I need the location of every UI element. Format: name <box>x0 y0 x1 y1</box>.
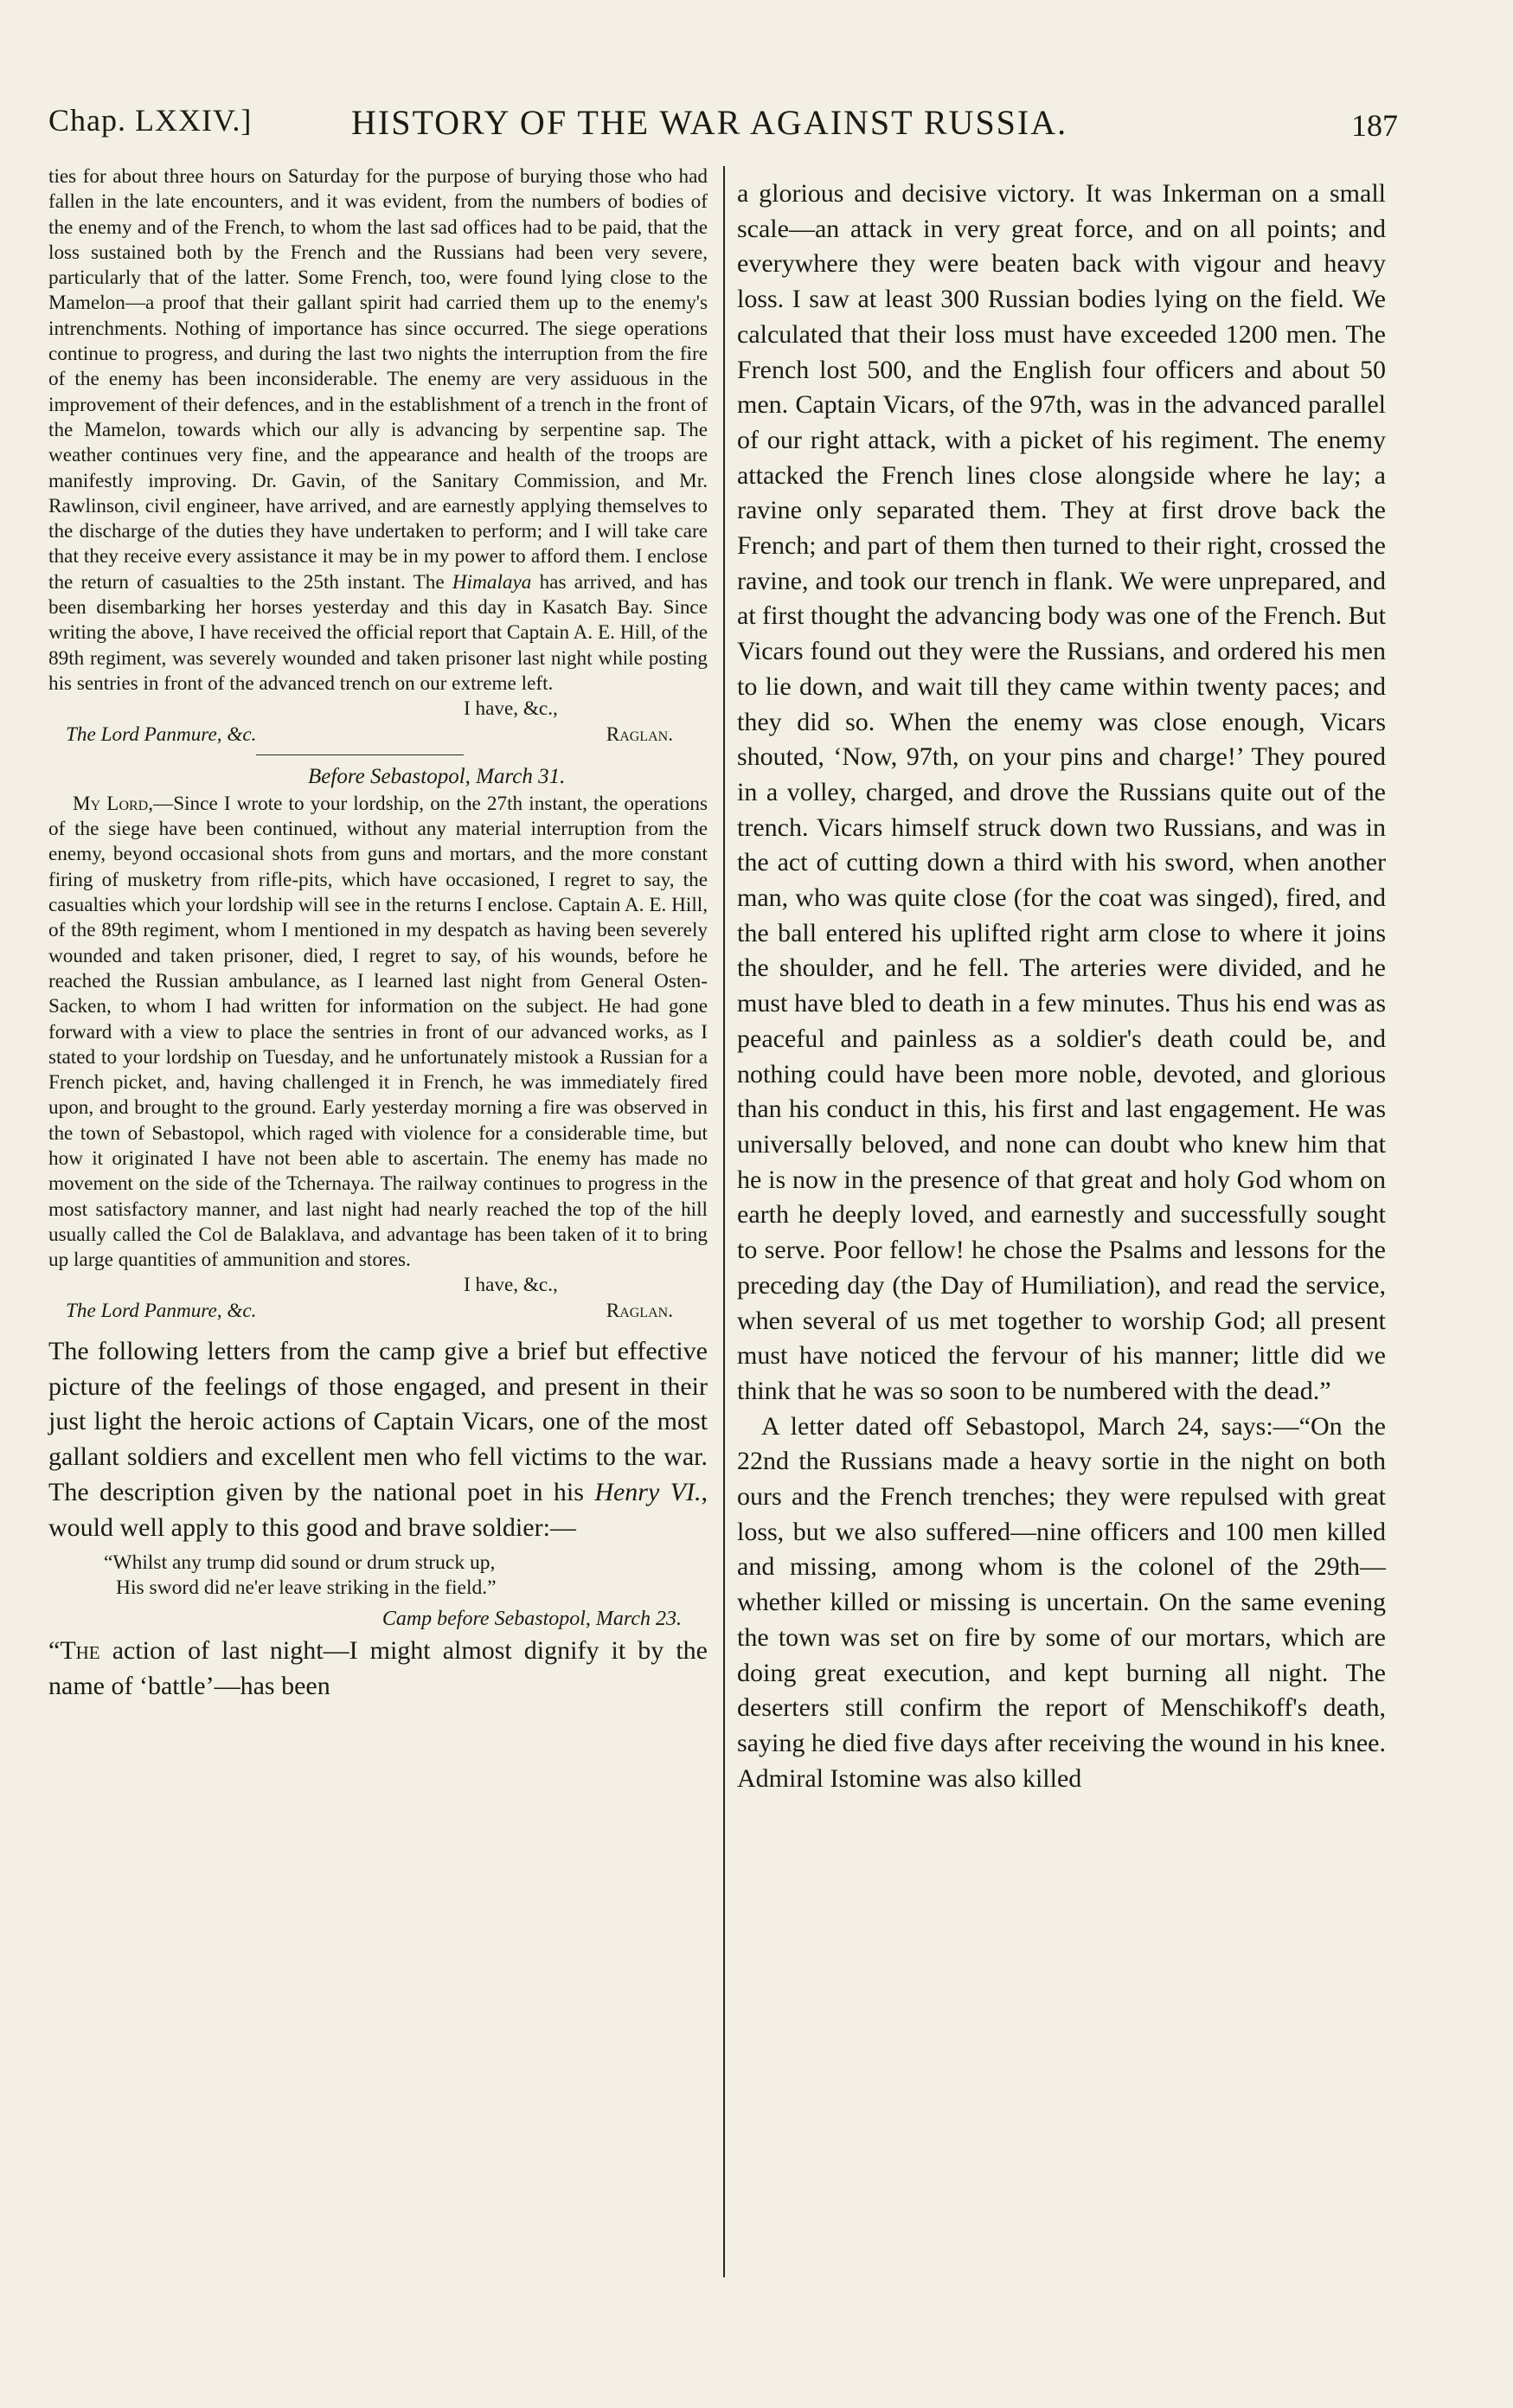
intro-paragraph: The following letters from the camp give a brief but effective picture of the feelings of those engaged, and present in their just light the heroic actions of Captain Vicars, one of the most gallant soldiers and excellent men who fell victims to the war. The description given by the national poet in his Henry VI., would well apply to this good and brave soldier:— <box>48 1337 708 1542</box>
signature-1: Raglan. <box>606 722 673 746</box>
signature-row-2 <box>48 1299 708 1324</box>
vicars-letter-paragraph: a glorious and decisive victory. It was Inkerman on a small scale—an attack in very great force, and on all points; and everywhere they were beaten back with vigour and heavy loss. I saw at least 300 Russian bodies lying on the field. We calculated that their loss must have exceeded 1200 men. The French lost 500, and the English four officers and about 50 men. Captain Vicars, of the 97th, was in the advanced parallel of our right attack, with a picket of his regiment. The enemy attacked the French lines close alongside where he lay; a ravine only separated them. They at first drove back the French; and part of them then turned to their right, crossed the ravine, and took our trench in flank. We were unprepared, and at first thought the advancing body was one of the French. But Vicars found out they were the Russians, and ordered his men to lie down, and wait till they came within twenty paces; and they did so. When the enemy was close enough, Vicars shouted, ‘Now, 97th, on your pins and charge!’ They poured in a volley, charged, and drove the Russians quite out of the trench. Vicars himself struck down two Russians, and was in the act of cutting down a third with his sword, when another man, who was quite close (for the coat was singed), fired, and the ball entered his uplifted right arm close to where it joins the shoulder, and he fell. The arteries were divided, and he must have bled to death in a few minutes. Thus his end was as peaceful and painless as a soldier's death could be, and nothing could have been more noble, devoted, and glorious than his conduct in this, his first and last engagement. He was universally beloved, and none can doubt who knew him that he is now in the presence of that great and holy God whom on earth he deeply loved, and earnestly and successfully sought to serve. Poor fellow! he chose the Psalms and lessons for the preceding day (the Day of Humiliation), and read the service, when several of us met together to worship God; all present must have noticed the fervour of his manner; little did we think that he was so soon to be numbered with the dead.” <box>737 179 1386 1405</box>
march-24-letter-paragraph: A letter dated off Sebastopol, March 24, says:—“On the 22nd the Russians made a heavy sortie in the night on both ours and the French trenches; they were repulsed with great loss, but we also suffered—nine officers and 100 men killed and missing, among whom is the colonel of the 29th—whether killed or missing is uncertain. On the same evening the town was set on fire by some of our mortars, which are doing great execution, and kept burning all night. The deserters still confirm the report of Menschikoff's death, saying he died five days after receiving the wound in his knee. Admiral Istomine was also killed <box>737 1411 1386 1793</box>
verse-quote <box>48 1551 708 1601</box>
salutation: My Lord, <box>73 792 154 815</box>
letter-march-23-start: “The action of last night—I might almost dignify it by the name of ‘battle’—has been <box>48 1636 708 1700</box>
addressee-2: The Lord Panmure, &c. <box>66 1299 257 1322</box>
dateline-2: Before Sebastopol, March 31. <box>308 764 566 788</box>
ship-name: Himalaya <box>452 570 532 594</box>
page-number: 187 <box>1351 108 1398 143</box>
despatch-continuation: ties for about three hours on Saturday for the purpose of burying those who had fallen in the late encounters, and it was evident, from the numbers of bodies of the enemy and of the French, to whom the last sad offices had to be paid, that the loss sustained both by the French and the Russians had been very severe, particularly that of the latter. Some French, too, were found lying close to the Mamelon—a proof that their gallant spirit had carried them up to the enemy's intrenchments. Nothing of importance has since occurred. The siege operations continue to progress, and during the last two nights the interruption from the fire of the enemy has been inconsiderable. The enemy are very assiduous in the improvement of their defences, and in the establishment of a trench in the front of the Mamelon, towards which our ally is advancing by serpentine sap. The weather continues very fine, and the appearance and health of the troops are manifestly improving. Dr. Gavin, of the Sanitary Commission, and Mr. Rawlinson, civil engineer, have arrived, and are earnestly applying themselves to the discharge of the duties they have undertaken to perform; and I will take care that they receive every assistance it may be in my power to afford them. I enclose the return of casualties to the 25th instant. The Himalaya has arrived, and has been disembarking her horses yesterday and this day in Kasatch Bay. Since writing the above, I have received the official report that Captain A. E. Hill, of the 89th regiment, was severely wounded and taken prisoner last night while posting his sentries in front of the advanced trench on our extreme left. <box>48 165 708 695</box>
page-header <box>48 102 1398 154</box>
right-column <box>737 177 1386 1796</box>
verse-line-1: “Whilst any trump did sound or drum struck up, <box>104 1551 496 1575</box>
despatch-march-31: My Lord,—Since I wrote to your lordship, on the 27th instant, the operations of the siege have been continued, without any material interruption from the enemy, beyond occasional shots from guns and mortars, and the more constant firing of musketry from rifle-pits, which have occasioned, I regret to say, the casualties which your lordship will see in the returns I enclose. Captain A. E. Hill, of the 89th regiment, whom I mentioned in my despatch as having been severely wounded and taken prisoner, died, I regret to say, of his wounds, before he reached the Russian ambulance, as I learned last night from General Osten-Sacken, to whom I had written for information on the subject. He had gone forward with a view to place the sentries in front of our advanced works, as I stated to your lordship on Tuesday, and he unfortunately mistook a Russian for a French picket, and, having challenged it in French, he was immediately fired upon, and brought to the ground. Early yesterday morning a fire was observed in the town of Sebastopol, which raged with violence for a considerable time, but how it originated I have not been able to ascertain. The enemy has made no movement on the side of the Tchernaya. The railway continues to progress in the most satisfactory manner, and last night had nearly reached the top of the hill usually called the Col de Balaklava, and advantage has been taken of it to bring up large quantities of ammunition and stores. <box>48 792 708 1272</box>
closing-1: I have, &c., <box>464 697 558 721</box>
signature-row-1 <box>48 722 708 748</box>
running-title: HISTORY OF THE WAR AGAINST RUSSIA. <box>351 103 1068 142</box>
left-column <box>48 164 708 1705</box>
play-title: Henry VI. <box>594 1477 702 1506</box>
chapter-label: Chap. LXXIV.] <box>48 103 253 138</box>
closing-2: I have, &c., <box>464 1274 558 1297</box>
signature-2: Raglan. <box>606 1299 673 1322</box>
addressee-1: The Lord Panmure, &c. <box>66 722 257 746</box>
column-divider <box>723 166 725 2277</box>
camp-dateline: Camp before Sebastopol, March 23. <box>381 1608 682 1631</box>
verse-line-2: His sword did ne'er leave striking in the field.” <box>116 1576 497 1600</box>
